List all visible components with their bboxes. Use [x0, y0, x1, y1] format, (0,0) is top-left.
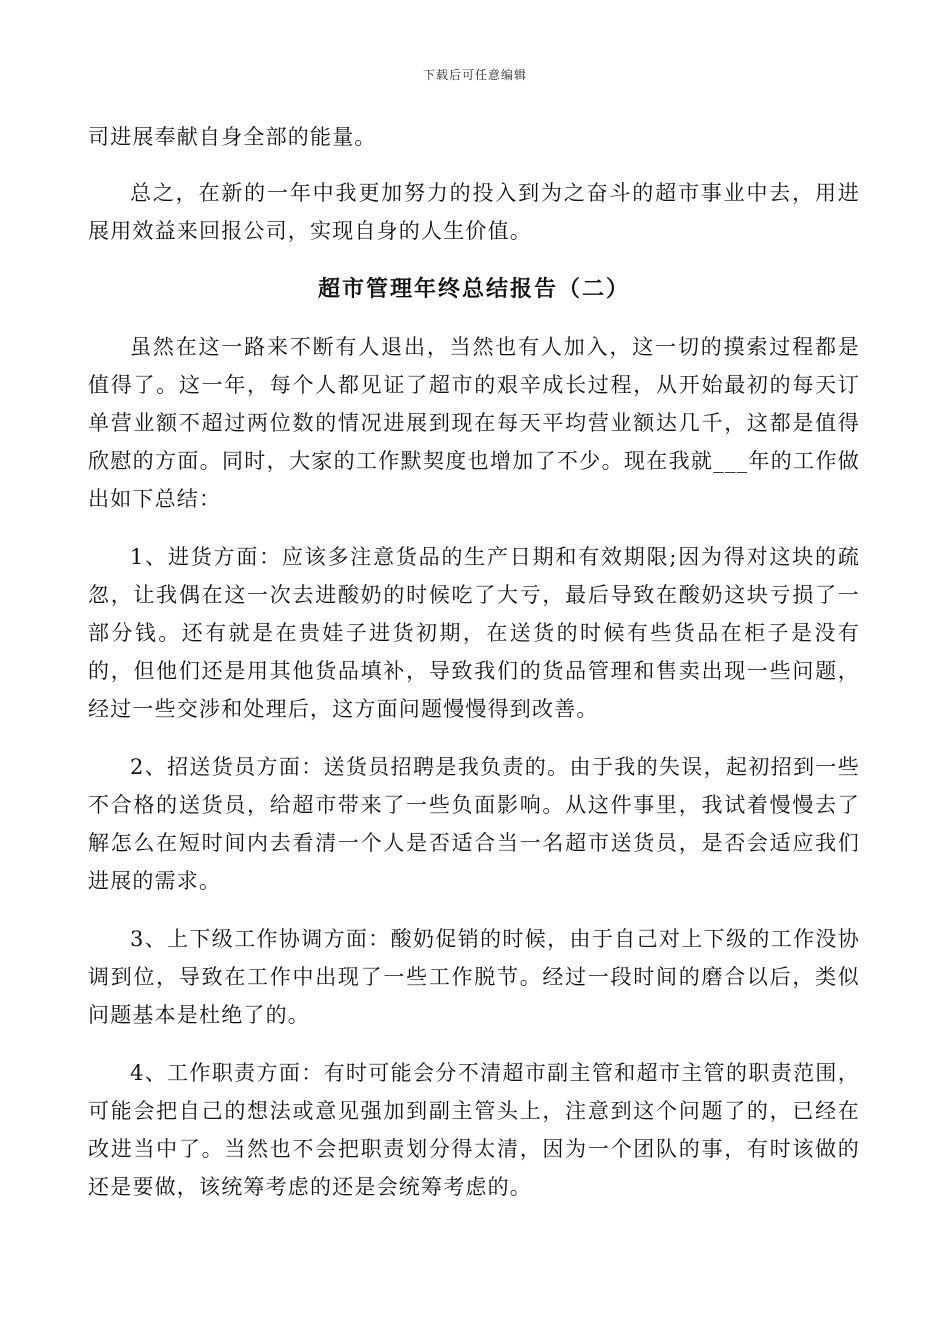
paragraph-item-3: 3、上下级工作协调方面：酸奶促销的时候，由于自己对上下级的工作没协调到位，导致在工作中出现了一些工作脱节。经过一段时间的磨合以后，类似问题基本是杜绝了的。 [88, 927, 860, 1027]
header-note: 下载后可任意编辑 [422, 68, 527, 82]
paragraph-item-1: 1、进货方面：应该多注意货品的生产日期和有效期限;因为得对这块的疏忽，让我偶在这一次去进酸奶的时候吃了大亏，最后导致在酸奶这块亏损了一部分钱。还有就是在贵娃子进货初期，在送货的时候有些货品在柜子是没有的，但他们还是用其他货品填补，导致我们的货品管理和售卖出现一些问题，经过一些交涉和处理后，这方面问题慢慢得到改善。 [88, 545, 860, 721]
paragraph-continuation: 司进展奉献自身全部的能量。 [88, 125, 377, 149]
paragraph-item-4: 4、工作职责方面：有时可能会分不清超市副主管和超市主管的职责范围，可能会把自己的想法或意见强加到副主管头上，注意到这个问题了的，已经在改进当中了。当然也不会把职责划分得太清，因为一个团队的事，有时该做的还是要做，该统筹考虑的还是会统筹考虑的。 [88, 1061, 860, 1199]
document-body [88, 118, 860, 1206]
section-title: 超市管理年终总结报告（二） [317, 276, 630, 302]
paragraph-item-2: 2、招送货员方面：送货员招聘是我负责的。由于我的失误，起初招到一些不合格的送货员，给超市带来了一些负面影响。从这件事里，我试着慢慢去了解怎么在短时间内去看清一个人是否适合当一名超市送货员，是否会适应我们进展的需求。 [88, 755, 860, 893]
paragraph-conclusion: 总之，在新的一年中我更加努力的投入到为之奋斗的超市事业中去，用进展用效益来回报公司，实现自身的人生价值。 [88, 181, 860, 243]
paragraph-intro: 虽然在这一路来不断有人退出，当然也有人加入，这一切的摸索过程都是值得了。这一年，每个人都见证了超市的艰辛成长过程，从开始最初的每天订单营业额不超过两位数的情况进展到现在每天平均营业额达几千，这都是值得欣慰的方面。同时，大家的工作默契度也增加了不少。现在我就___年的工作做出如下总结： [88, 335, 860, 511]
